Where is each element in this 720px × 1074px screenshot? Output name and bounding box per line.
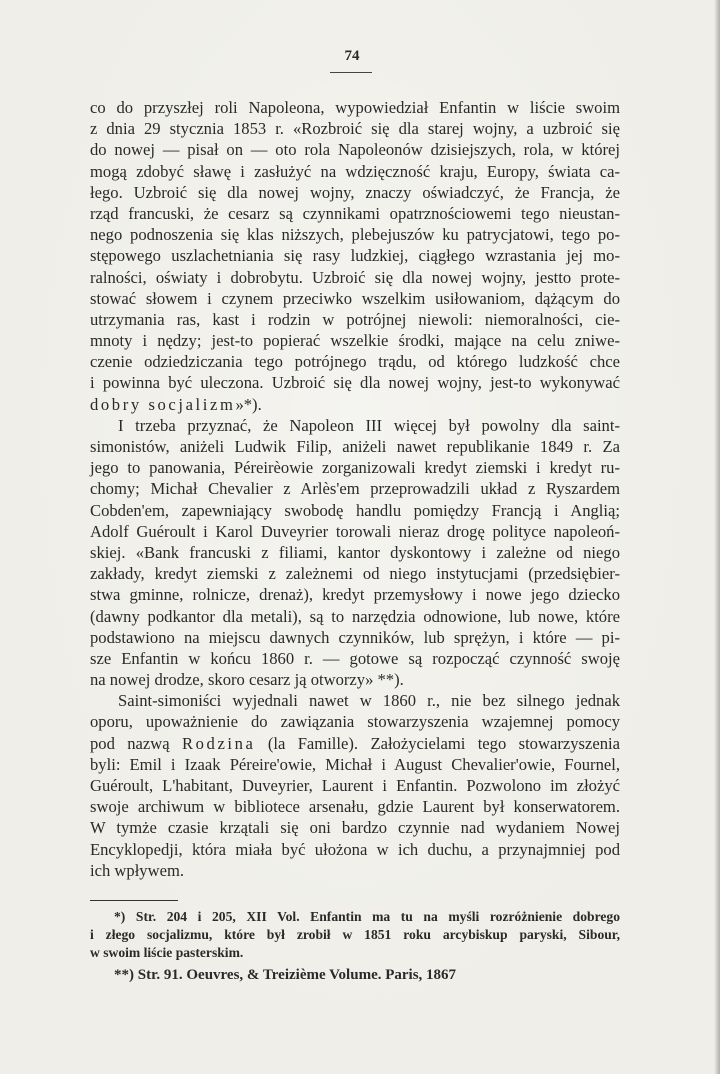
text-line: byli: Emil i Izaak Péreire'owie, Michał i August Chevalier'owie, Fournel, bbox=[90, 754, 620, 774]
text-line: swoje archiwum w bibliotece arsenału, gdzie Laurent był konserwatorem. bbox=[90, 797, 620, 817]
text-fragment: Założycielami tego stowarzyszenia bbox=[370, 733, 620, 753]
page-number-rule bbox=[330, 72, 372, 73]
text-line: z dnia 29 stycznia 1853 r. «Rozbroić się dla starej wojny, a uzbroić się bbox=[90, 119, 620, 139]
footnotes bbox=[90, 908, 620, 986]
text-fragment: (la Famille). bbox=[267, 733, 359, 753]
text-line bbox=[90, 394, 620, 415]
text-line: mnoty i nędzy; jest-to popierać wszelkie środki, mające na celu zniwe- bbox=[90, 331, 620, 351]
text-line: na nowej drodze, skoro cesarz ją otworzy» **). bbox=[90, 670, 404, 690]
text-line: ralności, oświaty i dobrobytu. Uzbroić się dla nowej wojny, jestto prote- bbox=[90, 267, 620, 287]
text-line: Guéroult, L'habitant, Duveyrier, Laurent i Enfantin. Pozwolono im złożyć bbox=[90, 776, 620, 795]
text-line: czenie odziedziczania tego potrójnego trądu, od którego ludzkość chce bbox=[90, 352, 620, 372]
text-line: co do przyszłej roli Napoleona, wypowiedział Enfantin w liście swoim bbox=[90, 98, 620, 117]
footnote-line: w swoim liście pasterskim. bbox=[90, 945, 244, 960]
footnote-line: i złego socjalizmu, które był zrobił w 1851 roku arcybiskup paryski, Sibour, bbox=[90, 927, 620, 942]
text-line: rząd francuski, że cesarz są czynnikami opatrznościowemi tego nieustan- bbox=[90, 203, 620, 223]
page-edge-shadow bbox=[714, 0, 720, 1074]
text-line: W tymże czasie krzątali się oni bardzo czynnie nad wydaniem Nowej bbox=[90, 818, 620, 838]
text-line: ich wpływem. bbox=[90, 860, 185, 880]
footnote-rule bbox=[90, 900, 178, 901]
text-line: (dawny podkantor dla metali), są to narzędzia odnowione, lub nowe, które bbox=[90, 606, 620, 626]
quote-end: »*). bbox=[235, 394, 262, 414]
text-line: stępowego uszlachetniania się rasy ludzkiej, ciągłego wzrastania jej mo- bbox=[90, 246, 620, 266]
text-line: simonistów, aniżeli Ludwik Filip, aniżeli nawet republikanie 1849 r. Za bbox=[90, 437, 620, 456]
body-text bbox=[90, 97, 620, 881]
text-line: jego to panowania, Péreirèowie zorganizowali kredyt ziemski i kredyt ru- bbox=[90, 458, 620, 478]
text-line: stować słowem i czynem przeciwko wszelkim usiłowaniom, dążącym do bbox=[90, 288, 620, 308]
text-line: skiej. «Bank francuski z filiami, kantor dyskontowy i zależne od niego bbox=[90, 542, 620, 562]
text-line bbox=[90, 733, 620, 754]
page-number: 74 bbox=[344, 48, 360, 64]
text-line: Adolf Guéroult i Karol Duveyrier torowali nieraz drogę polityce napoleoń- bbox=[90, 521, 620, 541]
text-line: utrzymania ras, kast i rodzin w potrójnej niewoli: niemoralności, cie- bbox=[90, 309, 620, 329]
text-line: chomy; Michał Chevalier z Arlès'em przeprowadzili układ z Ryszardem bbox=[90, 479, 620, 499]
footnote-line: **) Str. 91. Oeuvres, & Treizième Volume. Paris, 1867 bbox=[114, 967, 457, 983]
text-line: i powinna być uleczona. Uzbroić się dla nowej wojny, jest-to wykonywać bbox=[90, 373, 620, 393]
text-line: stwa gminne, rolnicze, drenaż), kredyt przemysłowy i nowe jego dziecko bbox=[90, 585, 620, 605]
text-line: podstawiono na miejscu dawnych czynników, lub sprężyn, i które — pi- bbox=[90, 627, 620, 647]
text-line: I trzeba przyznać, że Napoleon III więcej był powolny dla saint- bbox=[118, 415, 620, 435]
text-line: łego. Uzbroić się dla nowej wojny, znaczy oświadczyć, że Francja, że bbox=[90, 182, 620, 202]
text-line: zakłady, kredyt ziemski z zależnemi od niego instytucjami (przedsiębier- bbox=[90, 564, 620, 584]
text-line: mogą zdobyć sławę i zasłużyć na wdzięczność kraju, Europy, świata ca- bbox=[90, 161, 620, 181]
text-line: sze Enfantin w końcu 1860 r. — gotowe są rozpocząć czynność swoję bbox=[90, 648, 620, 668]
text-line: Encyklopedji, która miała być ułożona w ich duchu, a przynajmniej pod bbox=[90, 839, 620, 859]
spaced-word-rodzina: Rodzina bbox=[181, 733, 256, 753]
text-line: do nowej — pisał on — oto rola Napoleonów dzisiejszych, rola, w której bbox=[90, 140, 620, 160]
spaced-phrase-dobry-socjalizm: dobry socjalizm bbox=[90, 394, 236, 414]
text-line: Saint-simoniści wyjednali nawet w 1860 r., nie bez silnego jednak bbox=[118, 691, 620, 711]
text-line: Cobden'em, zapewniający swobodę handlu pomiędzy Francją i Anglią; bbox=[90, 500, 620, 520]
text-line: oporu, upoważnienie do zawiązania stowarzyszenia wzajemnej pomocy bbox=[90, 712, 620, 732]
text-fragment: pod nazwą bbox=[90, 733, 170, 753]
footnote-line: *) Str. 204 i 205, XII Vol. Enfantin ma tu na myśli rozróżnienie dobrego bbox=[114, 909, 620, 924]
text-line: nego podnoszenia się klas niższych, plebejuszów ku patrycjatowi, tego po- bbox=[90, 225, 620, 245]
